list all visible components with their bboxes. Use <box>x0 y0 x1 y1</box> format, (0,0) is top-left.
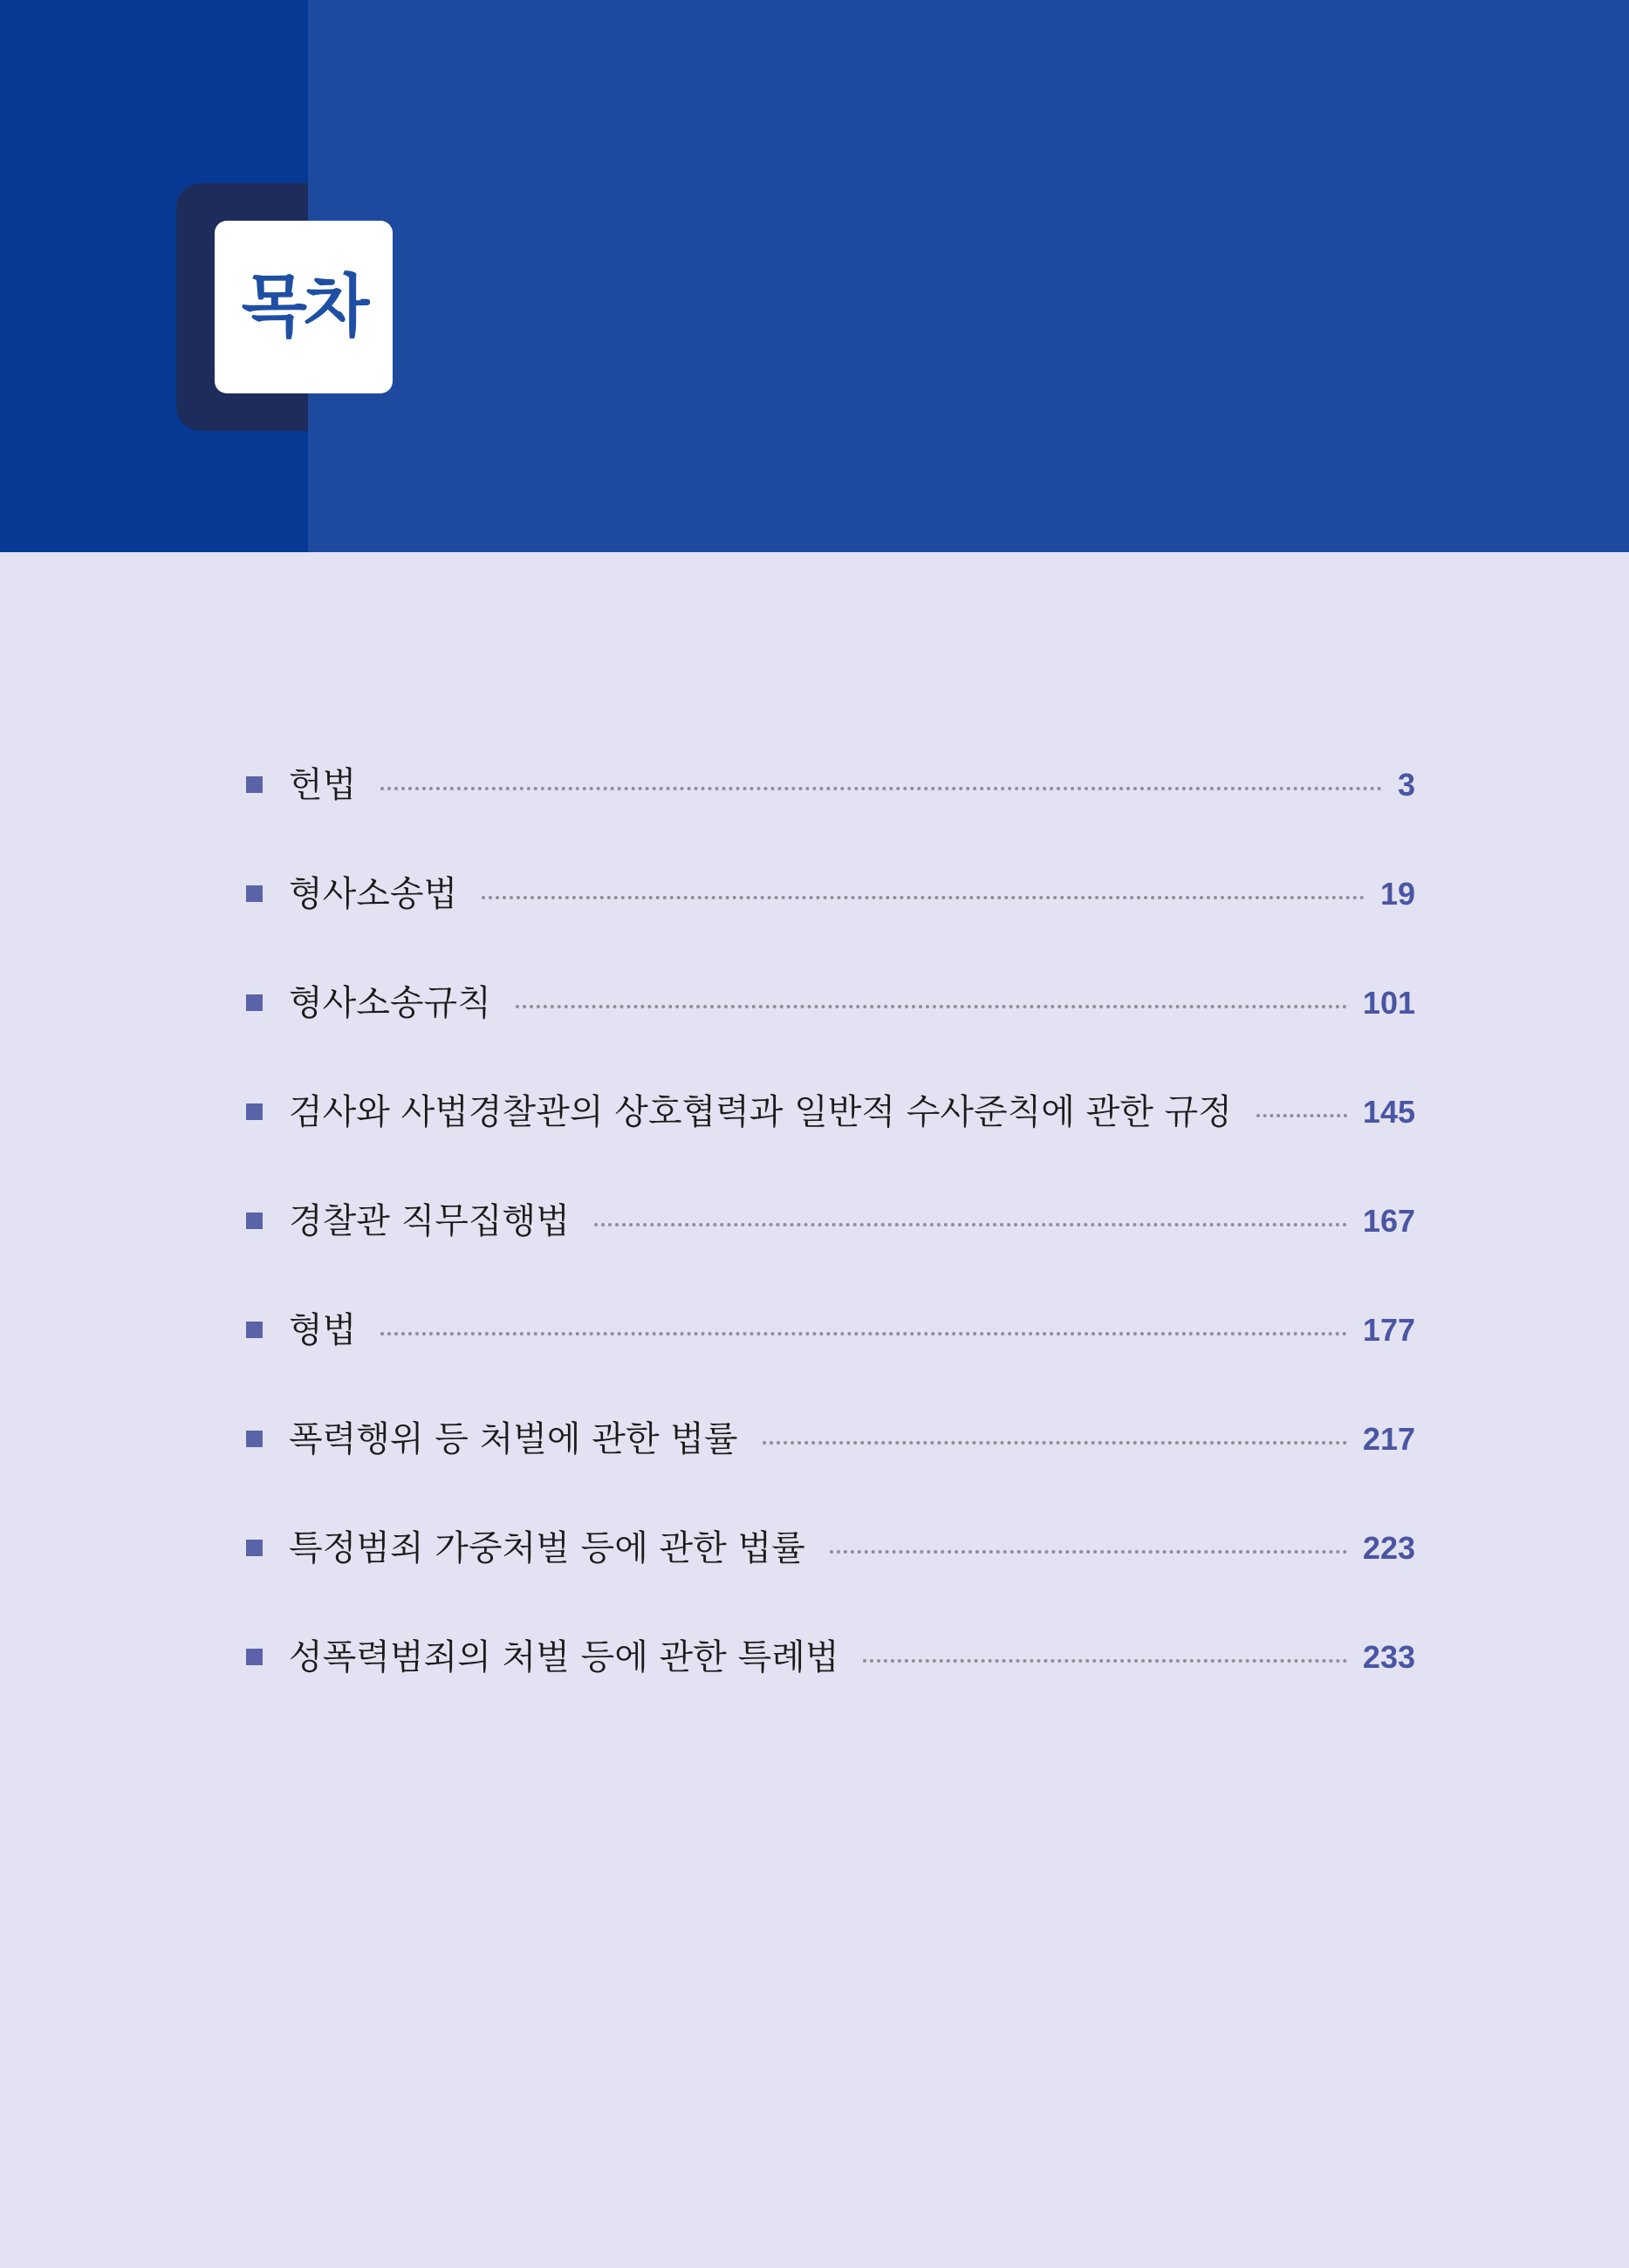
header-banner <box>0 0 1629 552</box>
dot-leader <box>482 896 1365 899</box>
toc-entry-criminal-act[interactable] <box>246 1275 1415 1384</box>
square-bullet-icon <box>246 1649 263 1665</box>
toc-entry-label: 검사와 사법경찰관의 상호협력과 일반적 수사준칙에 관한 규정 <box>289 1091 1232 1132</box>
dot-leader <box>380 1332 1347 1336</box>
toc-entry-page: 233 <box>1362 1638 1415 1675</box>
toc-entry-label: 헌법 <box>289 764 357 805</box>
square-bullet-icon <box>246 1540 263 1556</box>
dot-leader <box>594 1223 1347 1226</box>
toc-entry-criminal-procedure-act[interactable] <box>246 839 1415 948</box>
toc-entry-page: 3 <box>1397 766 1415 803</box>
square-bullet-icon <box>246 1103 263 1120</box>
toc-entry-criminal-procedure-rules[interactable] <box>246 948 1415 1057</box>
toc-entry-label: 형사소송법 <box>289 873 458 914</box>
toc-entry-violence-punishment-act[interactable] <box>246 1384 1415 1493</box>
toc-entry-page: 145 <box>1362 1093 1415 1130</box>
dot-leader <box>863 1659 1346 1663</box>
toc-entry-page: 223 <box>1362 1529 1415 1566</box>
toc-entry-page: 101 <box>1362 984 1415 1021</box>
toc-entry-label: 성폭력범죄의 처벌 등에 관한 특례법 <box>289 1636 839 1677</box>
square-bullet-icon <box>246 1431 263 1447</box>
dot-leader <box>830 1550 1347 1554</box>
square-bullet-icon <box>246 1213 263 1229</box>
dot-leader <box>516 1005 1347 1008</box>
toc-entry-label: 경찰관 직무집행법 <box>289 1200 570 1241</box>
table-of-contents <box>246 730 1415 1711</box>
toc-entry-sexual-violence-special-act[interactable] <box>246 1602 1415 1711</box>
dot-leader <box>380 787 1382 790</box>
toc-entry-page: 217 <box>1362 1420 1415 1457</box>
toc-entry-aggravated-punishment-act[interactable] <box>246 1493 1415 1602</box>
toc-entry-police-duties-act[interactable] <box>246 1166 1415 1275</box>
toc-entry-label: 형사소송규칙 <box>289 982 491 1023</box>
toc-entry-prosecutor-police-cooperation[interactable] <box>246 1057 1415 1166</box>
square-bullet-icon <box>246 994 263 1011</box>
dot-leader <box>763 1441 1347 1445</box>
toc-entry-page: 19 <box>1379 875 1415 912</box>
square-bullet-icon <box>246 1322 263 1338</box>
dot-leader <box>1256 1114 1347 1117</box>
toc-entry-constitution[interactable] <box>246 730 1415 839</box>
toc-entry-page: 177 <box>1362 1311 1415 1348</box>
toc-entry-label: 폭력행위 등 처벌에 관한 법률 <box>289 1418 738 1459</box>
title-box <box>215 221 393 393</box>
toc-entry-label: 형법 <box>289 1309 357 1350</box>
page-title: 목차 <box>241 268 366 346</box>
toc-entry-label: 특정범죄 가중처벌 등에 관한 법률 <box>289 1527 805 1568</box>
square-bullet-icon <box>246 776 263 793</box>
toc-entry-page: 167 <box>1362 1202 1415 1239</box>
square-bullet-icon <box>246 885 263 902</box>
